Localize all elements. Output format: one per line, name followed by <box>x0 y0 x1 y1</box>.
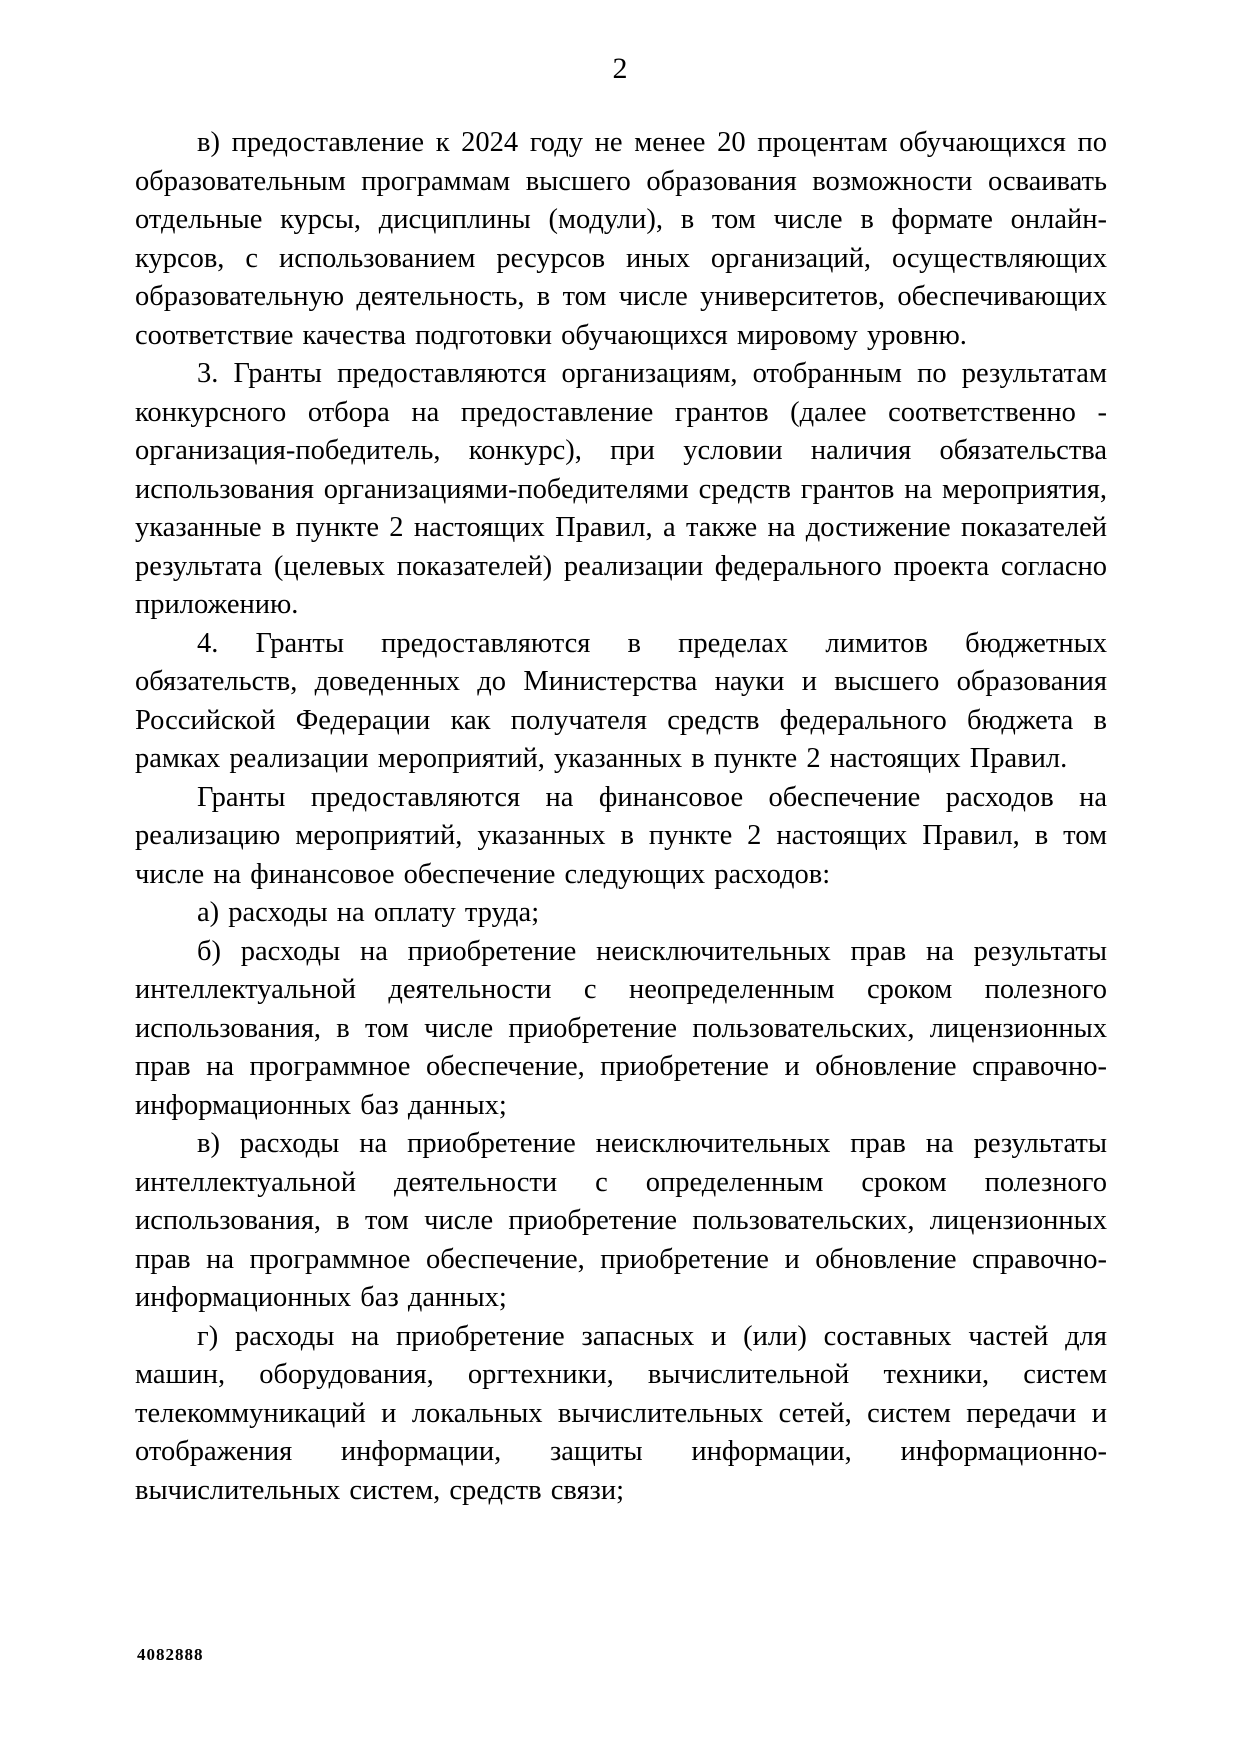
paragraph-subitem-v-nonexclusive-rights-definite: в) расходы на приобретение неисключительных прав на результаты интеллектуальной деятельности с определенным сроком полезного использования, в том числе приобретение пользовательских, лицензионных прав на программное обеспечение, приобретение и обновление справочно-информационных баз данных; <box>135 1128 1107 1313</box>
page-number: 2 <box>612 52 628 85</box>
paragraph-subitem-v-education: в) предоставление к 2024 году не менее 20 процентам обучающихся по образовательным программам высшего образования возможности осваивать отдельные курсы, дисциплины (модули), в том числе в формате онлайн-курсов, с использованием ресурсов иных организаций, осуществляющих образовательную деятельность, в том числе университетов, обеспечивающих соответствие качества подготовки обучающихся мировому уровню. <box>135 127 1107 351</box>
paragraph-subitem-a-salary: а) расходы на оплату труда; <box>197 897 540 928</box>
paragraph-subitem-g-spare-parts: г) расходы на приобретение запасных и (или) составных частей для машин, оборудования, оргтехники, вычислительной техники, систем телекоммуникаций и локальных вычислительных сетей, систем передачи и отображения информации, защиты информации, информационно-вычислительных систем, средств связи; <box>135 1320 1107 1506</box>
document-body <box>135 124 1107 1510</box>
paragraph-item-4-budget-limits: 4. Гранты предоставляются в пределах лимитов бюджетных обязательств, доведенных до Министерства науки и высшего образования Российской Федерации как получателя средств федерального бюджета в рамках реализации мероприятий, указанных в пункте 2 настоящих Правил. <box>135 627 1107 774</box>
paragraph-item-4-financial-support: Гранты предоставляются на финансовое обеспечение расходов на реализацию мероприятий, указанных в пункте 2 настоящих Правил, в том числе на финансовое обеспечение следующих расходов: <box>135 781 1107 890</box>
footer-code: 4082888 <box>137 1645 204 1664</box>
paragraph-item-3-grants-selection: 3. Гранты предоставляются организациям, отобранным по результатам конкурсного отбора на предоставление грантов (далее соответственно - организация-победитель, конкурс), при условии наличия обязательства использования организациями-победителями средств грантов на мероприятия, указанные в пункте 2 настоящих Правил, а также на достижение показателей результата (целевых показателей) реализации федерального проекта согласно приложению. <box>135 358 1107 620</box>
paragraph-subitem-b-nonexclusive-rights-indefinite: б) расходы на приобретение неисключительных прав на результаты интеллектуальной деятельности с неопределенным сроком полезного использования, в том числе приобретение пользовательских, лицензионных прав на программное обеспечение, приобретение и обновление справочно-информационных баз данных; <box>135 935 1107 1121</box>
